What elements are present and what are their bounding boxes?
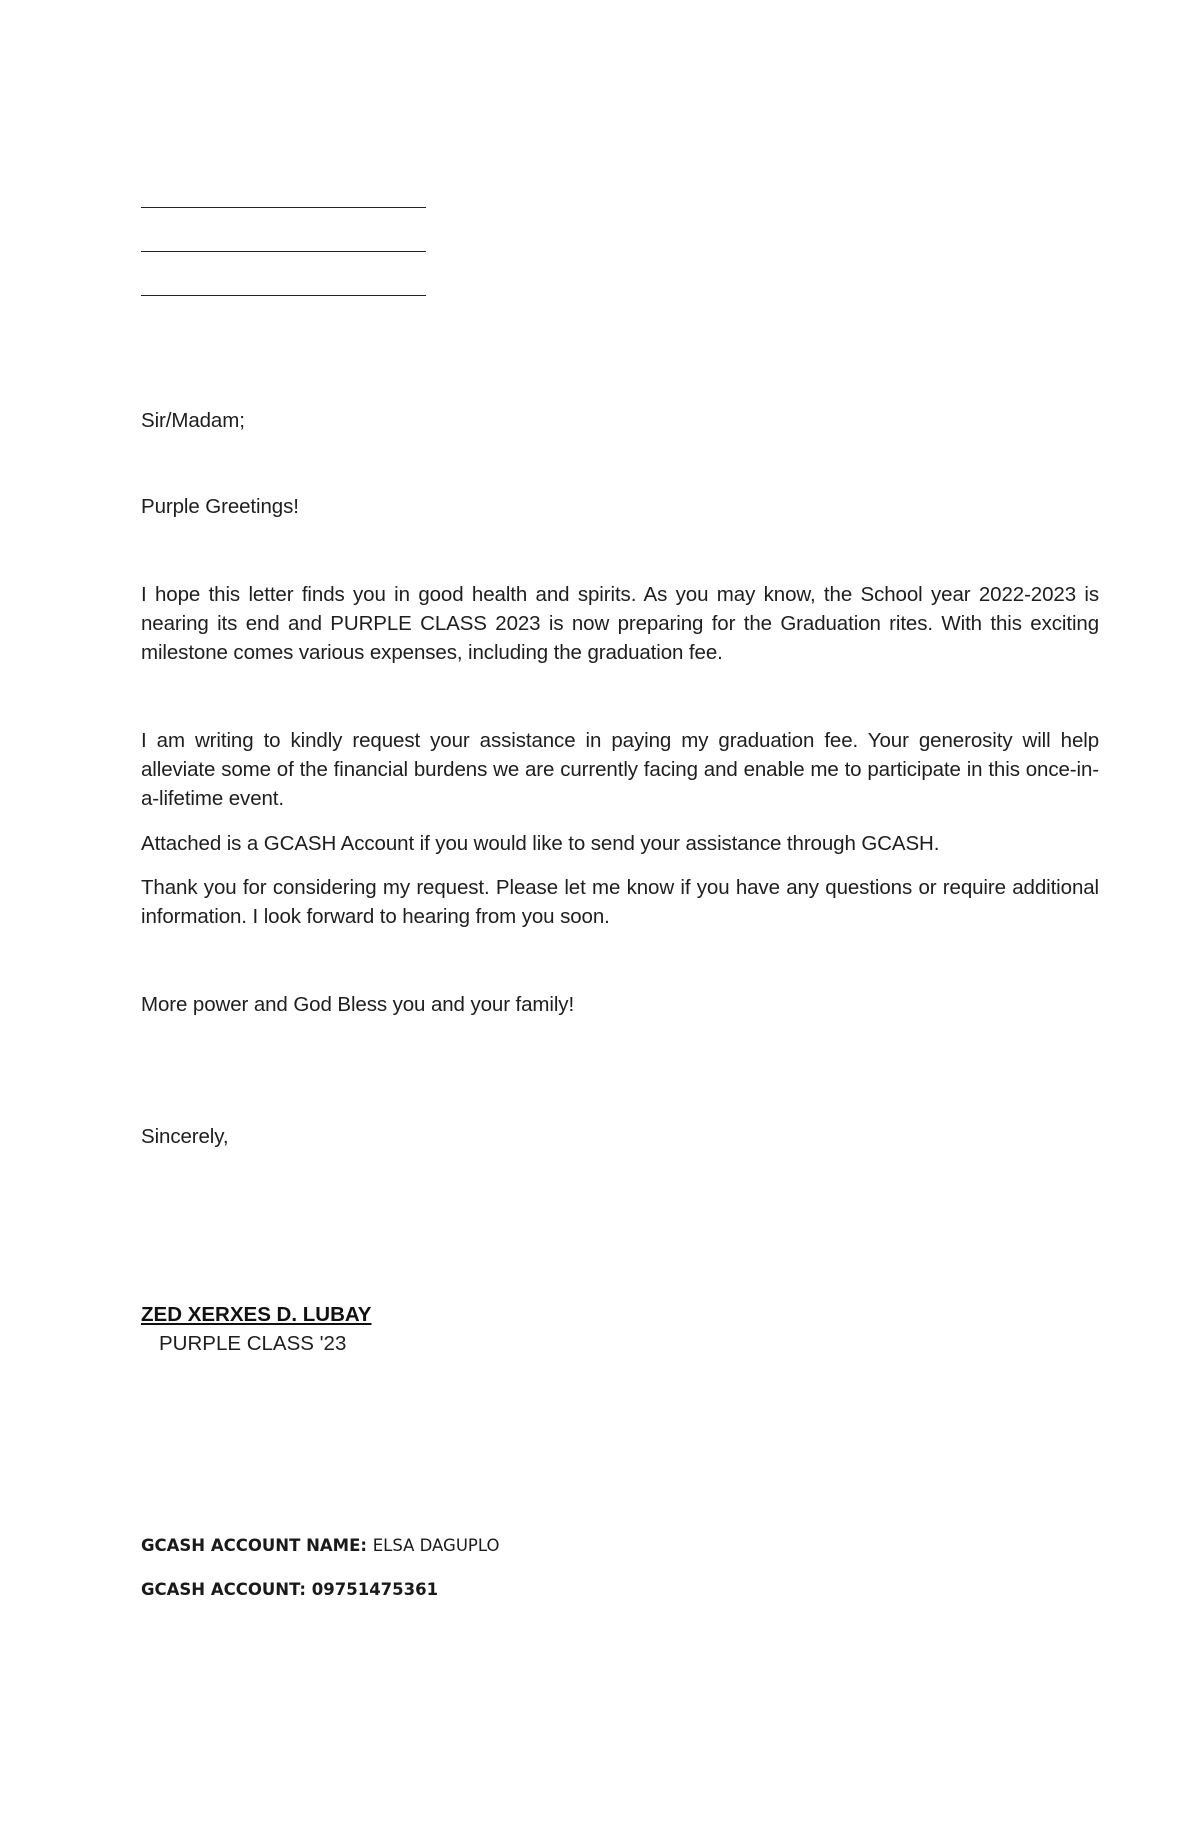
- body-paragraph-4: Thank you for considering my request. Please let me know if you have any questions or require additional information. I look forward to hearing from you soon.: [141, 876, 1099, 928]
- address-blank-line-1: [141, 207, 426, 208]
- gcash-account-number-value: 09751475361: [311, 1580, 439, 1599]
- complimentary-close: Sincerely,: [141, 1125, 229, 1148]
- greeting: Purple Greetings!: [141, 495, 299, 518]
- address-blank-line-3: [141, 295, 426, 296]
- body-paragraph-1: I hope this letter finds you in good health and spirits. As you may know, the School year 2022-2023 is nearing its end and PURPLE CLASS 2023 is now preparing for the Graduation rites. With this exciting milestone comes various expenses, including the graduation fee.: [141, 583, 1099, 664]
- signature-title: PURPLE CLASS '23: [159, 1332, 347, 1355]
- gcash-account-number-label: GCASH ACCOUNT:: [141, 1580, 307, 1599]
- gcash-account-name-label: GCASH ACCOUNT NAME:: [141, 1536, 367, 1555]
- body-paragraph-3: Attached is a GCASH Account if you would like to send your assistance through GCASH.: [141, 832, 940, 855]
- gcash-account-number-line: [141, 1578, 438, 1602]
- gcash-account-name-value: ELSA DAGUPLO: [372, 1536, 500, 1555]
- gcash-account-name-line: [141, 1534, 499, 1558]
- signature-name: ZED XERXES D. LUBAY: [141, 1303, 372, 1326]
- address-blank-line-2: [141, 251, 426, 252]
- closing-wish: More power and God Bless you and your family!: [141, 993, 575, 1016]
- body-paragraph-2: I am writing to kindly request your assistance in paying my graduation fee. Your generosity will help alleviate some of the financial burdens we are currently facing and enable me to participate in this once-in-a-lifetime event.: [141, 729, 1099, 810]
- salutation: Sir/Madam;: [141, 409, 245, 432]
